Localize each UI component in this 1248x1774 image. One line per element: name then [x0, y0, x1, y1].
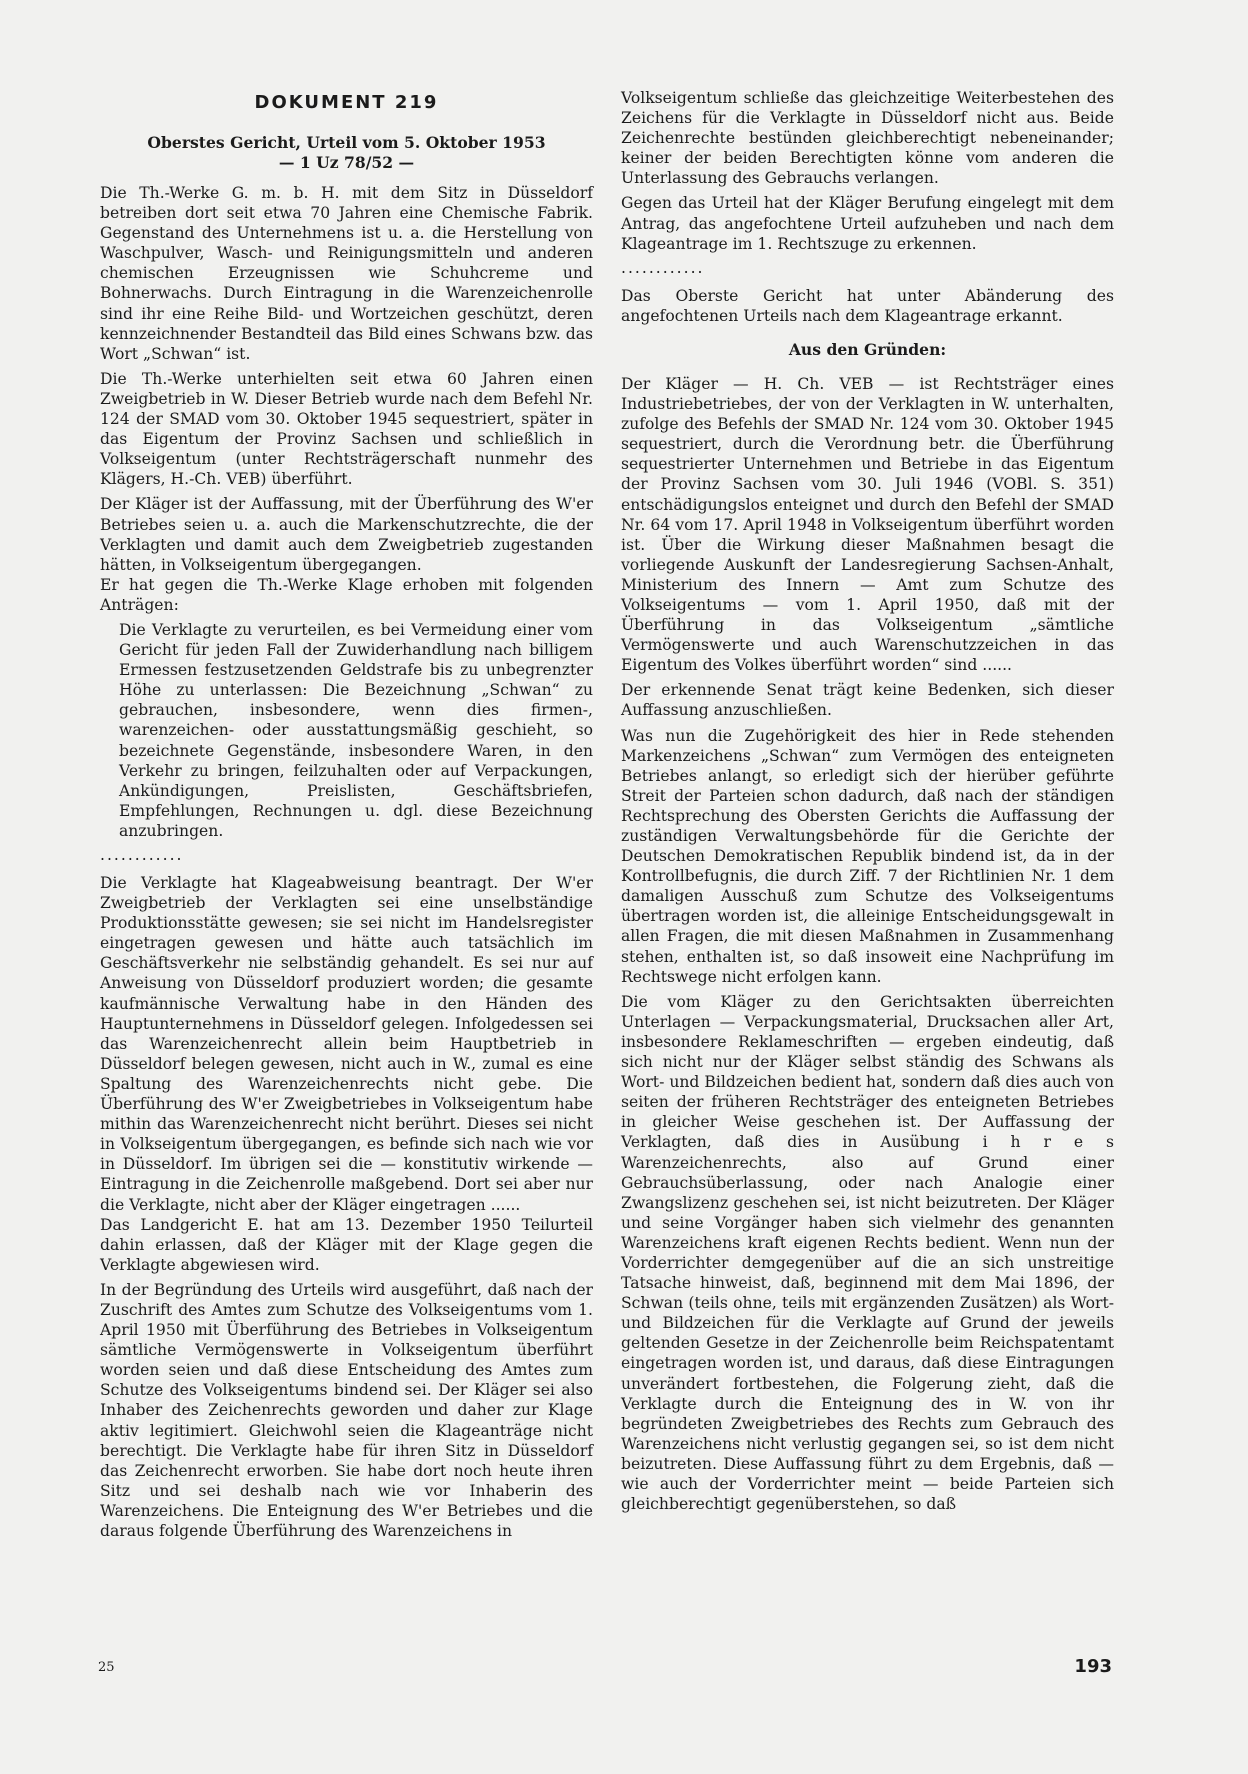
paragraph: Die Th.-Werke unterhielten seit etwa 60 Jahren einen Zweigbetrieb in W. Dieser Betrieb wurde nach dem Befehl Nr. 124 der SMAD vom 30. Oktober 1945 sequestriert, später in das Eigentum der Provinz Sachsen und schließlich in Volkseigentum (unter Rechtsträgerschaft nunmehr des Klägers, H.-Ch. VEB) überführt. — [100, 369, 593, 489]
paragraph: Er hat gegen die Th.-Werke Klage erhoben mit folgenden Anträgen: — [100, 575, 593, 614]
omission-dots: ............ — [100, 846, 184, 864]
paragraph: Das Landgericht E. hat am 13. Dezember 1950 Teilurteil dahin erlassen, daß der Kläger mit der Klage gegen die Verklagte abgewiesen wird. — [100, 1215, 593, 1274]
paragraph: Der Kläger ist der Auffassung, mit der Überführung des W'er Betriebes seien u. a. auch die Markenschutzrechte, die der Verklagten und damit auch dem Zweigbetrieb zugestanden hätten, in Volkseigentum übergegangen. — [100, 495, 593, 574]
claim-paragraph: Die Verklagte zu verurteilen, es bei Vermeidung einer vom Gericht für jeden Fall der Zuwiderhandlung nach billigem Ermessen festzusetzenden Geldstrafe bis zu unbegrenzter Höhe zu unterlassen: Die Bezeichnung „Schwan“ zu gebrauchen, insbesondere, wenn dies firmen-, warenzeichen- oder ausstattungsmäßig geschieht, so bezeichnete Gegenstände, insbesondere Waren, in den Verkehr zu bringen, feilzuhalten oder auf Verpackungen, Ankündigungen, Preislisten, Geschäftsbriefen, Empfehlungen, Rechnungen u. dgl. diese Bezeichnung anzubringen. — [119, 620, 593, 840]
court-line: Oberstes Gericht, Urteil vom 5. Oktober 1953 — [147, 133, 546, 152]
paragraph: Der erkennende Senat trägt keine Bedenken, sich dieser Auffassung anzuschließen. — [621, 681, 1114, 720]
paragraph: In der Begründung des Urteils wird ausgeführt, daß nach der Zuschrift des Amtes zum Schutze des Volkseigentums vom 1. April 1950 mit Überführung des Betriebes in Volkseigentum sämtliche Vermögenswerte in Volkseigentum überführt worden seien und daß diese Entscheidung des Amtes zum Schutze des Volkseigentums bindend sei. Der Kläger sei also Inhaber des Zeichenrechts geworden und daher zur Klage aktiv legitimiert. Gleichwohl seien die Klageanträge nicht berechtigt. Die Verklagte habe für ihren Sitz in Düsseldorf das Zeichenrecht erworben. Sie habe dort noch heute ihren Sitz und sei deshalb nach wie vor Inhaberin des Warenzeichens. Die Enteignung des W'er Betriebes und die daraus folgende Überführung des Warenzeichens in — [100, 1280, 593, 1540]
page-number: 193 — [1074, 1656, 1112, 1677]
paragraph: Der Kläger — H. Ch. VEB — ist Rechtsträger eines Industriebetriebes, der von der Verklagten in W. unterhalten, zufolge des Befehls der SMAD Nr. 124 vom 30. Oktober 1945 sequestriert, durch die Verordnung betr. die Überführung sequestrierter Unternehmen und Betriebe in das Eigentum der Provinz Sachsen vom 30. Juli 1946 (VOBl. S. 351) entschädigungslos enteignet und durch den Befehl der SMAD Nr. 64 vom 17. April 1948 in Volkseigentum überführt worden ist. Über die Wirkung dieser Maßnahmen besagt die vorliegende Auskunft der Landesregierung Sachsen-Anhalt, Ministerium des Innern — Amt zum Schutze des Volkseigentums — vom 1. April 1950, daß mit der Überführung in das Volkseigentum „sämtliche Vermögenswerte und auch Warenschutzzeichen in das Eigentum des Volkes überführt worden“ sind ...... — [621, 374, 1114, 675]
paragraph: Gegen das Urteil hat der Kläger Berufung eingelegt mit dem Antrag, das angefochtene Urteil aufzuheben und nach dem Klageantrage im 1. Rechtszuge zu erkennen. — [621, 194, 1114, 253]
case-number: — 1 Uz 78/52 — — [278, 153, 415, 172]
paragraph: Volkseigentum schließe das gleichzeitige Weiterbestehen des Zeichens für die Verklagte in Düsseldorf nicht aus. Beide Zeichenrechte bestünden gleichberechtigt nebeneinander; keiner der beiden Berechtigten könne vom anderen die Unterlassung des Gebrauchs verlangen. — [621, 89, 1114, 188]
left-column — [100, 92, 593, 1546]
paragraph: Die Th.-Werke G. m. b. H. mit dem Sitz in Düsseldorf betreiben dort seit etwa 70 Jahren eine Chemische Fabrik. Gegenstand des Unternehmens ist u. a. die Herstellung von Waschpulver, Wasch- und Reinigungsmitteln und anderen chemischen Erzeugnissen wie Schuhcreme und Bohnerwachs. Durch Eintragung in die Warenzeichenrolle sind ihr eine Reihe Bild- und Wortzeichen geschützt, deren kennzeichnender Bestandteil das Bild eines Schwans bzw. das Wort „Schwan“ ist. — [100, 184, 593, 363]
paragraph: Die Verklagte hat Klageabweisung beantragt. Der W'er Zweigbetrieb der Verklagten sei eine unselbständige Produktionsstätte gewesen; sie sei nicht im Handelsregister eingetragen gewesen und hätte auch tatsächlich im Geschäftsverkehr nie selbständig gehandelt. Es sei nur auf Anweisung von Düsseldorf produziert worden; die gesamte kaufmännische Verwaltung habe in den Händen des Hauptunternehmens in Düsseldorf gelegen. Infolgedessen sei das Warenzeichenrecht allein beim Hauptbetrieb in Düsseldorf belegen gewesen, nicht auch in W., zumal es eine Spaltung des Warenzeichenrechts nicht gebe. Die Überführung des W'er Zweigbetriebes in Volkseigentum habe mithin das Warenzeichenrecht nicht berührt. Dieses sei nicht in Volkseigentum übergegangen, es befinde sich nach wie vor in Düsseldorf. Im übrigen sei die — konstitutiv wirkende — Eintragung in die Zeichenrolle maßgebend. Dort sei aber nur die Verklagte, nicht aber der Kläger eingetragen ...... — [100, 874, 593, 1214]
section-heading: Aus den Gründen: — [788, 339, 947, 359]
omission-dots: ............ — [621, 258, 705, 277]
document-title: DOKUMENT 219 — [254, 92, 439, 113]
paragraph: Das Oberste Gericht hat unter Abänderung des angefochtenen Urteils nach dem Klageantrage erkannt. — [621, 286, 1114, 325]
paragraph: Was nun die Zugehörigkeit des hier in Rede stehenden Markenzeichens „Schwan“ zum Vermögen des enteigneten Betriebes anlangt, so erledigt sich der hierüber geführte Streit der Parteien schon dadurch, daß nach der ständigen Rechtsprechung des Obersten Gerichts die Auffassung der zuständigen Verwaltungsbehörde für die Gerichte der Deutschen Demokratischen Republik bindend ist, da in der Kontrollbefugnis, die durch Ziff. 7 der Richtlinien Nr. 1 dem damaligen Ausschuß zum Schutze des Volkseigentums übertragen worden ist, die alleinige Entscheidungsgewalt in allen Fragen, die mit diesen Maßnahmen in Zusammenhang stehen, enthalten ist, so daß insoweit eine Nachprüfung im Rechtswege nicht erfolgen kann. — [621, 726, 1114, 986]
sheet-number: 25 — [98, 1660, 115, 1675]
paragraph: Die vom Kläger zu den Gerichtsakten überreichten Unterlagen — Verpackungsmaterial, Drucksachen aller Art, insbesondere Reklameschriften — ergeben eindeutig, daß sich nicht nur der Kläger selbst ständig des Schwans als Wort- und Bildzeichen bedient hat, sondern daß dies auch von seiten der früheren Rechtsträger des enteigneten Betriebes in gleicher Weise geschehen ist. Der Auffassung der Verklagten, daß dies in Ausübung i h r e s Warenzeichenrechts, also auf Grund einer Gebrauchsüberlassung, oder nach Analogie einer Zwangslizenz geschehen sei, ist nicht beizutreten. Der Kläger und seine Vorgänger haben sich vielmehr des genannten Warenzeichens kraft eigenen Rechts bedient. Wenn nun der Vorderrichter demgegenüber auf die an sich unstreitige Tatsache hinweist, daß, beginnend mit dem Mai 1896, der Schwan (teils ohne, teils mit ergänzenden Zusätzen) als Wort- und Bildzeichen für die Verklagte auf Grund der jeweils geltenden Gesetze in der Zeichenrolle beim Reichspatentamt eingetragen worden ist, und daraus, daß diese Eintragungen unverändert fortbestehen, die Folgerung zieht, daß die Verklagte durch die Enteignung des in W. von ihr begründeten Zweigbetriebes des Rechts zum Gebrauch des Warenzeichens nicht verlustig gegangen sei, so ist dem nicht beizutreten. Diese Auffassung führt zu dem Ergebnis, daß — wie auch der Vorderrichter meint — beide Parteien sich gleichberechtigt gegenüberstehen, so daß — [621, 992, 1114, 1514]
right-column — [621, 88, 1114, 1519]
